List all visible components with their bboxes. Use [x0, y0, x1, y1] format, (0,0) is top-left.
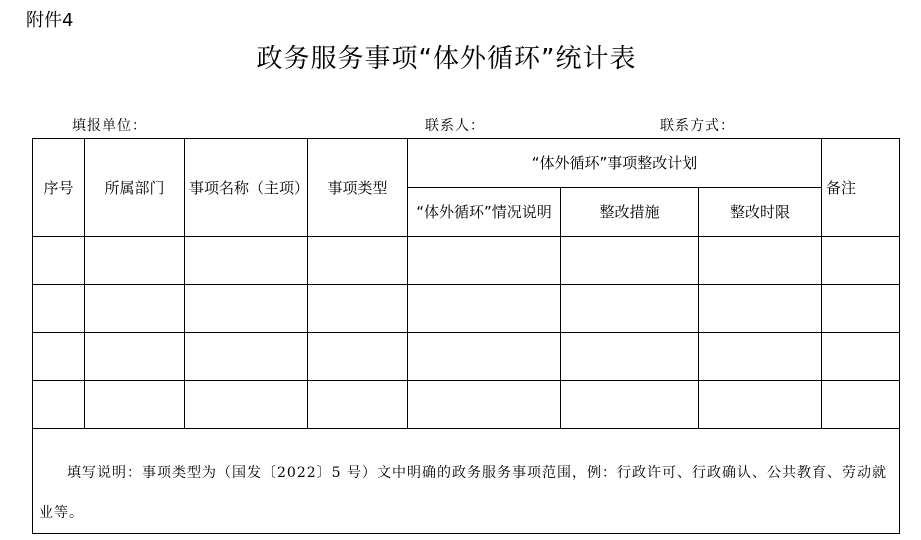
table-cell[interactable] [185, 381, 308, 429]
table-cell[interactable] [822, 381, 900, 429]
fill-contact-label: 联系人： [425, 118, 485, 134]
table-cell[interactable] [408, 381, 561, 429]
table-cell[interactable] [33, 285, 85, 333]
table-cell[interactable] [85, 381, 185, 429]
table-cell[interactable] [408, 237, 561, 285]
table-cell[interactable] [308, 285, 408, 333]
header-deadline: 整改时限 [699, 188, 822, 237]
header-department: 所属部门 [85, 139, 185, 237]
table-cell[interactable] [822, 285, 900, 333]
table-row [33, 237, 900, 285]
fill-instructions-text: 填写说明：事项类型为（国发〔2022〕5 号）文中明确的政务服务事项范围，例：行政许可、行政确认、公共教育、劳动就业等。 [39, 465, 887, 521]
table-cell[interactable] [408, 333, 561, 381]
table-cell[interactable] [699, 333, 822, 381]
table-cell[interactable] [561, 381, 699, 429]
fill-method-label: 联系方式： [660, 118, 735, 134]
table-cell[interactable] [85, 285, 185, 333]
table-cell[interactable] [33, 237, 85, 285]
table-row [33, 333, 900, 381]
table-cell[interactable] [85, 333, 185, 381]
table-cell[interactable] [33, 333, 85, 381]
header-seq: 序号 [33, 139, 85, 237]
fill-instructions [33, 429, 900, 534]
header-plan-group: “体外循环”事项整改计划 [408, 139, 822, 188]
table-cell[interactable] [561, 333, 699, 381]
table-cell[interactable] [33, 381, 85, 429]
header-situation: “体外循环”情况说明 [408, 188, 561, 237]
table-cell[interactable] [699, 381, 822, 429]
table-cell[interactable] [85, 237, 185, 285]
table-cell[interactable] [822, 237, 900, 285]
statistics-table [32, 138, 900, 534]
table-cell[interactable] [308, 381, 408, 429]
table-cell[interactable] [561, 285, 699, 333]
table-cell[interactable] [185, 285, 308, 333]
table-row [33, 381, 900, 429]
table-row [33, 285, 900, 333]
attachment-label: 附件4 [26, 10, 74, 31]
header-item-type: 事项类型 [308, 139, 408, 237]
table-cell[interactable] [408, 285, 561, 333]
table-cell[interactable] [308, 333, 408, 381]
table-cell[interactable] [699, 285, 822, 333]
header-remarks: 备注 [822, 139, 900, 237]
table-cell[interactable] [822, 333, 900, 381]
table-cell[interactable] [308, 237, 408, 285]
table-cell[interactable] [699, 237, 822, 285]
table-cell[interactable] [561, 237, 699, 285]
header-measures: 整改措施 [561, 188, 699, 237]
header-item-name: 事项名称（主项） [185, 139, 308, 237]
fill-unit-label: 填报单位： [72, 118, 147, 134]
table-cell[interactable] [185, 237, 308, 285]
table-cell[interactable] [185, 333, 308, 381]
page-title: 政务服务事项“体外循环”统计表 [256, 44, 637, 74]
